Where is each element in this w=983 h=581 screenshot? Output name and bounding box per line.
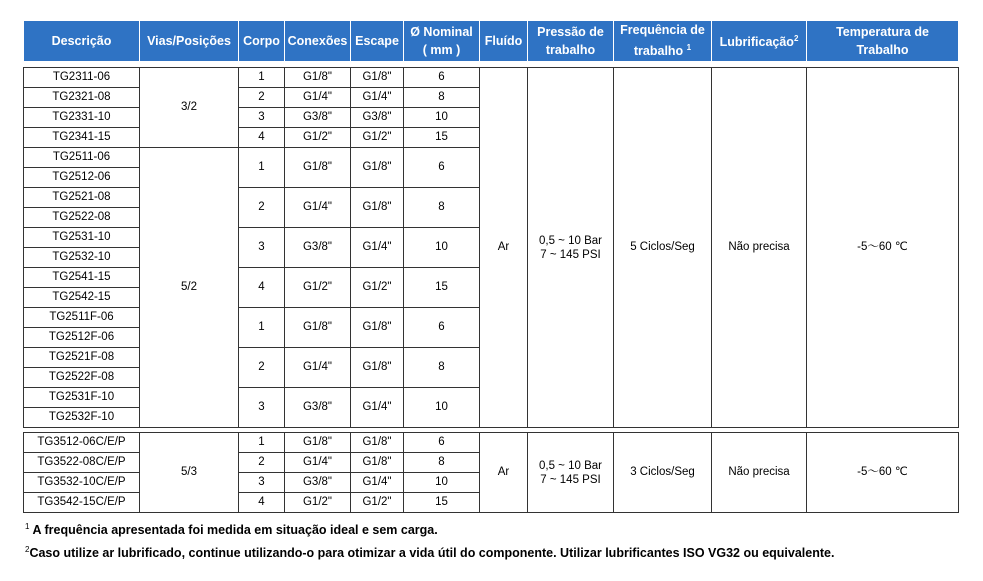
nominal-value: 10 <box>404 388 480 428</box>
header-fluido: Fluído <box>480 21 528 62</box>
nominal-value: 8 <box>404 453 480 473</box>
spec-table-series-tg3 <box>23 432 959 513</box>
footnote-1: $^1$ A frequência apresentada foi medida em situação ideal e sem carga. <box>25 522 438 538</box>
frequencia-value: 3 Ciclos/Seg <box>614 433 712 513</box>
conexao-value: G1/8" <box>285 68 351 88</box>
corpo-value: 3 <box>239 388 285 428</box>
header-frequencia: Frequência de trabalho $^1$ <box>614 21 712 62</box>
header-corpo: Corpo <box>239 21 285 62</box>
table-row <box>24 68 959 88</box>
escape-value: G3/8" <box>351 108 404 128</box>
conexao-value: G1/4" <box>285 348 351 388</box>
nominal-value: 10 <box>404 228 480 268</box>
escape-value: G1/2" <box>351 493 404 513</box>
escape-value: G1/8" <box>351 433 404 453</box>
nominal-value: 8 <box>404 188 480 228</box>
pressao-bar: 0,5 ~ 10 Bar <box>539 459 602 472</box>
corpo-value: 1 <box>239 148 285 188</box>
model-code: TG2542-15 <box>24 288 140 308</box>
nominal-value: 10 <box>404 473 480 493</box>
nominal-value: 6 <box>404 68 480 88</box>
conexao-value: G1/8" <box>285 308 351 348</box>
pressao-value <box>528 433 614 513</box>
corpo-value: 4 <box>239 268 285 308</box>
corpo-value: 1 <box>239 308 285 348</box>
nominal-value: 6 <box>404 148 480 188</box>
conexao-value: G1/8" <box>285 148 351 188</box>
model-code: TG2521F-08 <box>24 348 140 368</box>
model-code: TG2532F-10 <box>24 408 140 428</box>
table-row <box>24 433 959 453</box>
model-code: TG3522-08C/E/P <box>24 453 140 473</box>
conexao-value: G1/2" <box>285 268 351 308</box>
temperatura-value: -5～60 ℃ <box>807 68 959 428</box>
escape-value: G1/8" <box>351 148 404 188</box>
escape-value: G1/8" <box>351 68 404 88</box>
header-lubrificacao: Lubrificação$^2$ <box>712 21 807 62</box>
model-code: TG2331-10 <box>24 108 140 128</box>
pressao-psi: 7 ~ 145 PSI <box>540 473 601 486</box>
lubrificacao-value: Não precisa <box>712 68 807 428</box>
model-code: TG3532-10C/E/P <box>24 473 140 493</box>
header-nominal: Ø Nominal ( mm ) <box>404 21 480 62</box>
nominal-value: 15 <box>404 268 480 308</box>
temperatura-value: -5～60 ℃ <box>807 433 959 513</box>
fluido-value: Ar <box>480 68 528 428</box>
corpo-value: 3 <box>239 108 285 128</box>
header-descricao: Descrição <box>24 21 140 62</box>
escape-value: G1/8" <box>351 453 404 473</box>
nominal-value: 8 <box>404 348 480 388</box>
conexao-value: G3/8" <box>285 388 351 428</box>
footnotes <box>25 522 834 568</box>
conexao-value: G1/2" <box>285 128 351 148</box>
model-code: TG2321-08 <box>24 88 140 108</box>
nominal-value: 15 <box>404 128 480 148</box>
corpo-value: 2 <box>239 188 285 228</box>
model-code: TG2531F-10 <box>24 388 140 408</box>
escape-value: G1/4" <box>351 228 404 268</box>
pressao-psi: 7 ~ 145 PSI <box>540 248 601 261</box>
conexao-value: G1/4" <box>285 188 351 228</box>
spec-table-header <box>23 20 959 62</box>
vias-posicoes: 3/2 <box>140 68 239 148</box>
conexao-value: G3/8" <box>285 228 351 268</box>
corpo-value: 1 <box>239 433 285 453</box>
fluido-value: Ar <box>480 433 528 513</box>
corpo-value: 1 <box>239 68 285 88</box>
escape-value: G1/8" <box>351 348 404 388</box>
header-conexoes: Conexões <box>285 21 351 62</box>
header-temperatura: Temperatura de Trabalho <box>807 21 959 62</box>
model-code: TG3512-06C/E/P <box>24 433 140 453</box>
pressao-value <box>528 68 614 428</box>
nominal-value: 8 <box>404 88 480 108</box>
model-code: TG2511F-06 <box>24 308 140 328</box>
model-code: TG2522F-08 <box>24 368 140 388</box>
model-code: TG2532-10 <box>24 248 140 268</box>
conexao-value: G1/8" <box>285 433 351 453</box>
header-pressao: Pressão de trabalho <box>528 21 614 62</box>
model-code: TG2512-06 <box>24 168 140 188</box>
corpo-value: 3 <box>239 473 285 493</box>
model-code: TG2521-08 <box>24 188 140 208</box>
conexao-value: G1/2" <box>285 493 351 513</box>
model-code: TG2531-10 <box>24 228 140 248</box>
header-escape: Escape <box>351 21 404 62</box>
lubrificacao-value: Não precisa <box>712 433 807 513</box>
pressao-bar: 0,5 ~ 10 Bar <box>539 234 602 247</box>
corpo-value: 2 <box>239 453 285 473</box>
nominal-value: 15 <box>404 493 480 513</box>
nominal-value: 10 <box>404 108 480 128</box>
spec-table-series-tg2 <box>23 67 959 428</box>
conexao-value: G3/8" <box>285 473 351 493</box>
model-code: TG2341-15 <box>24 128 140 148</box>
model-code: TG2311-06 <box>24 68 140 88</box>
nominal-value: 6 <box>404 308 480 348</box>
model-code: TG2512F-06 <box>24 328 140 348</box>
footnote-2: $^2$Caso utilize ar lubrificado, continue utilizando-o para otimizar a vida útil do componente. Utilizar lubrificantes ISO VG32 ou equivalente. <box>25 545 835 561</box>
header-vias: Vias/Posições <box>140 21 239 62</box>
escape-value: G1/4" <box>351 388 404 428</box>
corpo-value: 4 <box>239 128 285 148</box>
escape-value: G1/2" <box>351 268 404 308</box>
escape-value: G1/8" <box>351 188 404 228</box>
escape-value: G1/8" <box>351 308 404 348</box>
corpo-value: 3 <box>239 228 285 268</box>
frequencia-value: 5 Ciclos/Seg <box>614 68 712 428</box>
model-code: TG2522-08 <box>24 208 140 228</box>
escape-value: G1/2" <box>351 128 404 148</box>
nominal-value: 6 <box>404 433 480 453</box>
model-code: TG2541-15 <box>24 268 140 288</box>
vias-posicoes: 5/2 <box>140 148 239 428</box>
escape-value: G1/4" <box>351 473 404 493</box>
vias-posicoes: 5/3 <box>140 433 239 513</box>
corpo-value: 2 <box>239 88 285 108</box>
corpo-value: 4 <box>239 493 285 513</box>
model-code: TG2511-06 <box>24 148 140 168</box>
conexao-value: G1/4" <box>285 88 351 108</box>
conexao-value: G1/4" <box>285 453 351 473</box>
escape-value: G1/4" <box>351 88 404 108</box>
corpo-value: 2 <box>239 348 285 388</box>
conexao-value: G3/8" <box>285 108 351 128</box>
model-code: TG3542-15C/E/P <box>24 493 140 513</box>
